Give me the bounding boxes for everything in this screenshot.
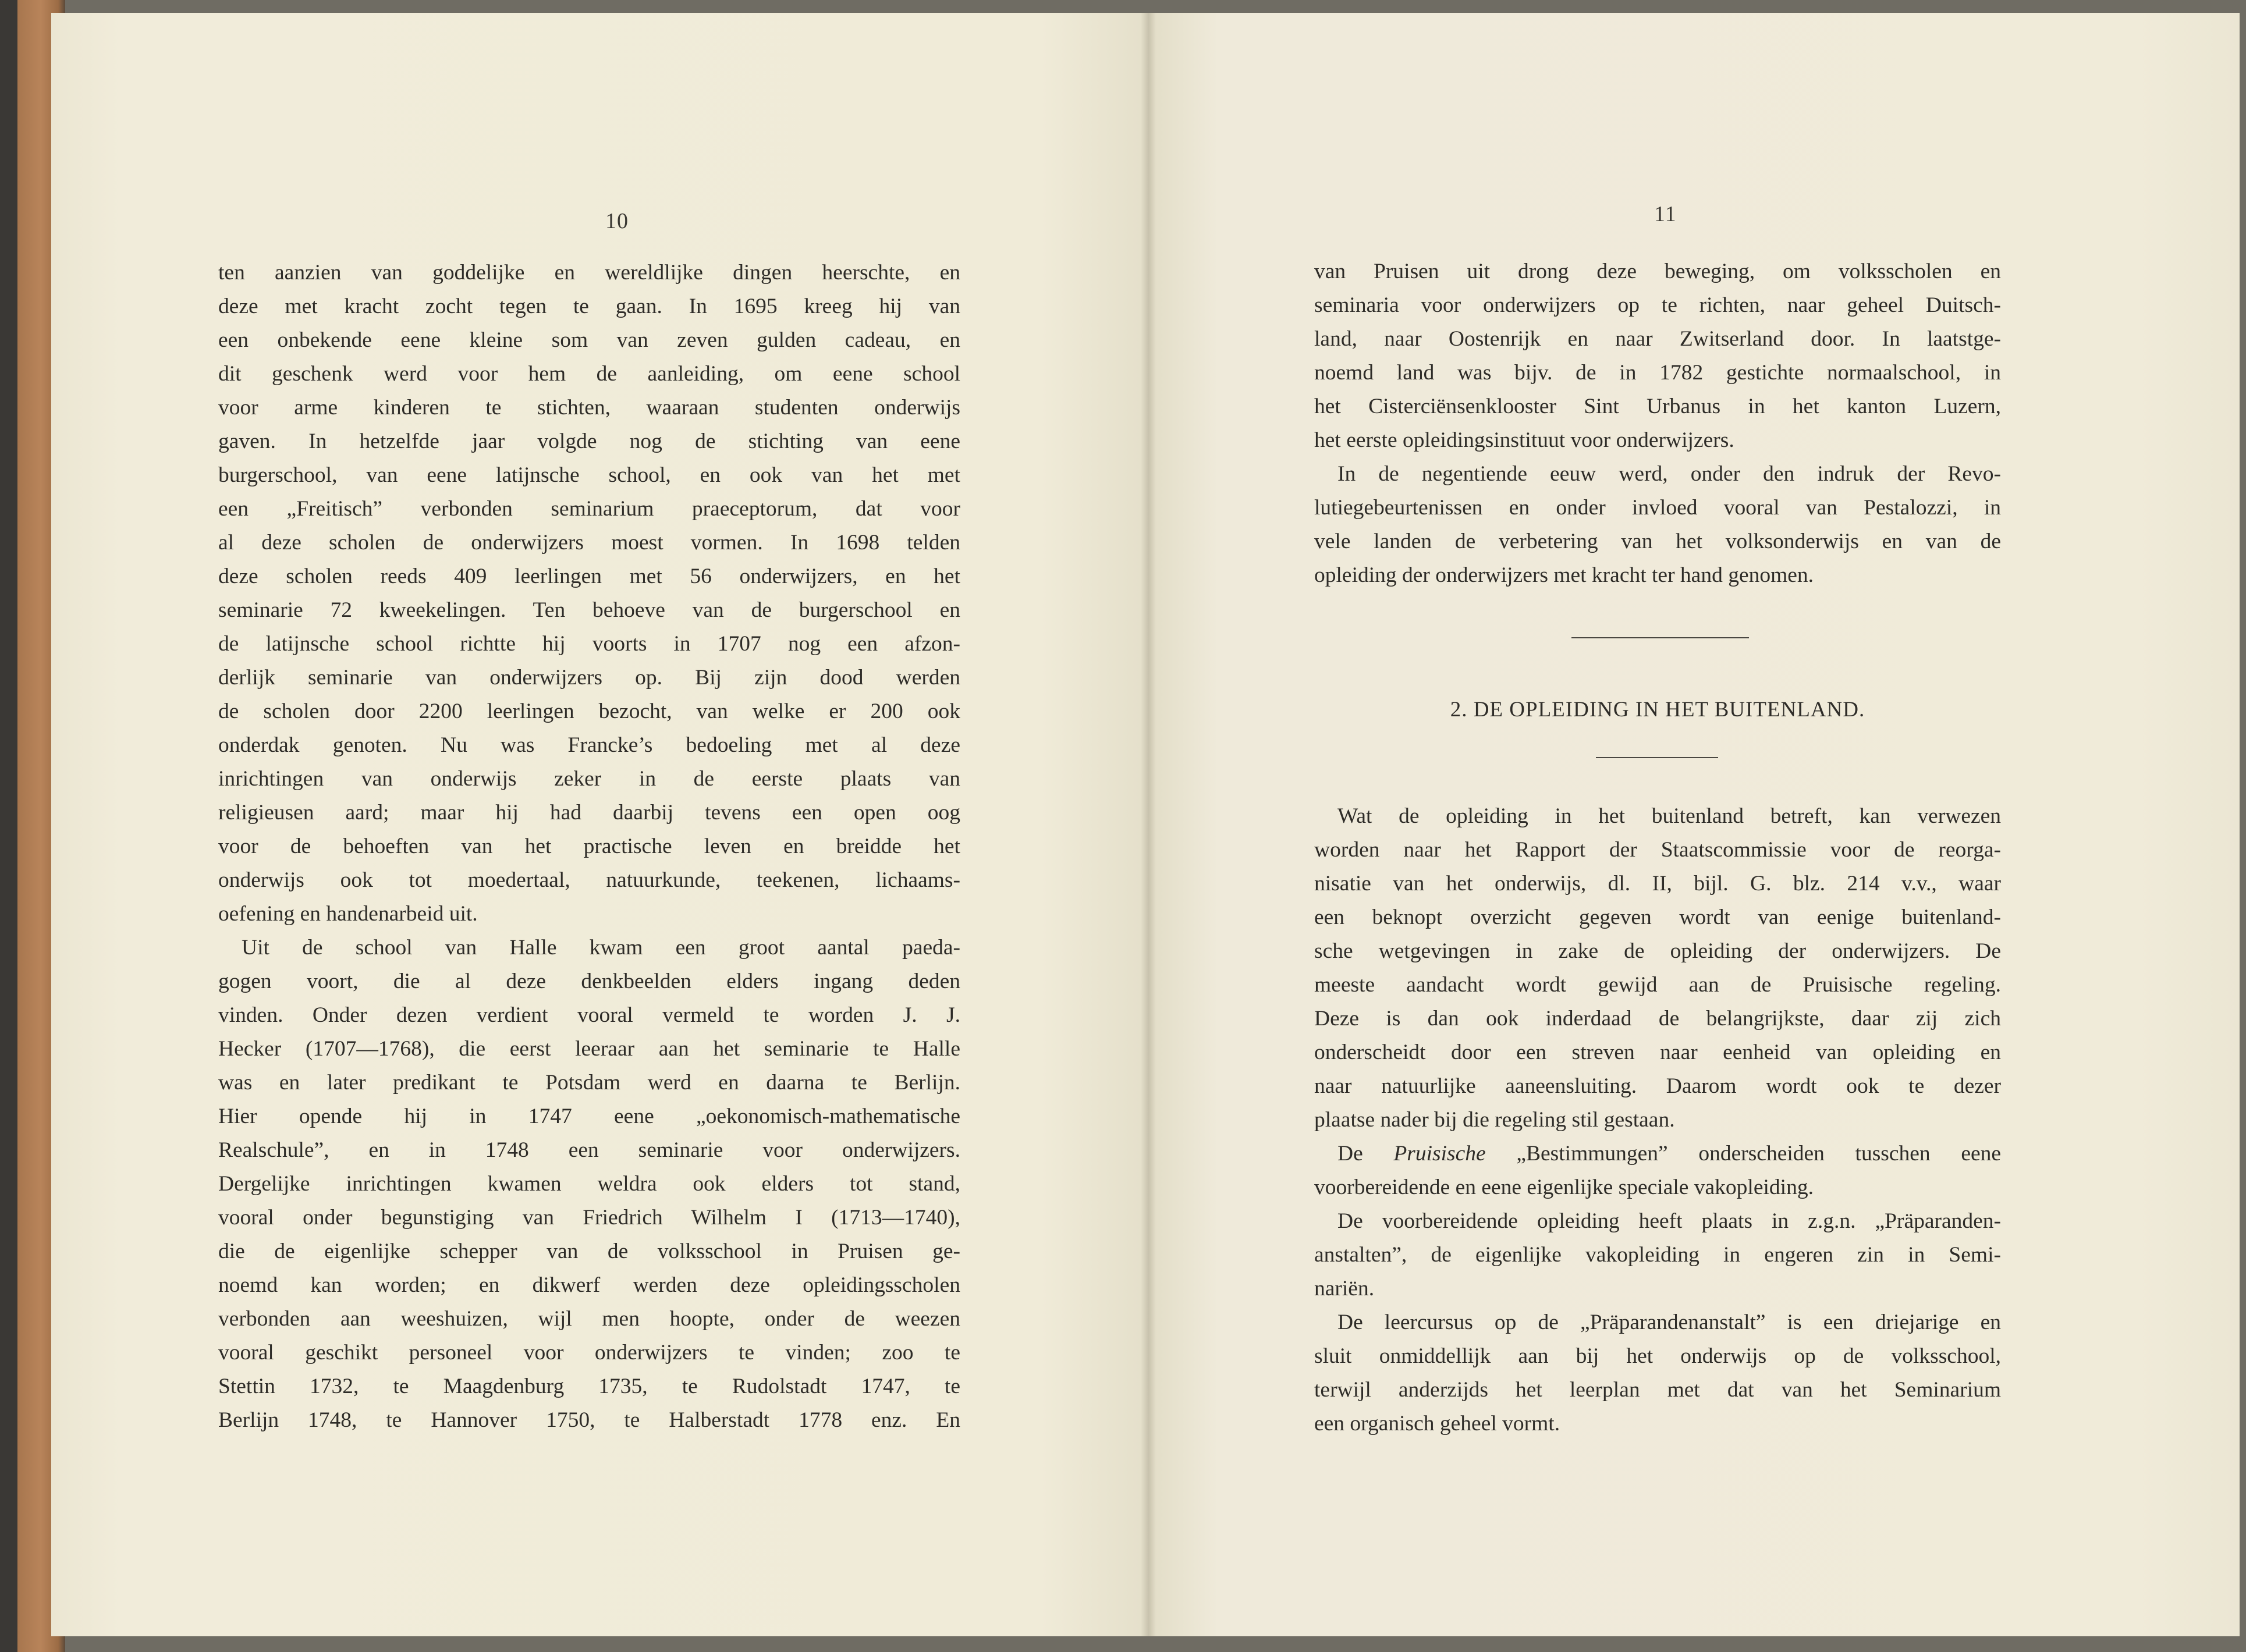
text-line: die de eigenlijke schepper van de volksschool in Pruisen ge- xyxy=(218,1239,960,1263)
text-line: voor de behoeften van het practische leven en breidde het xyxy=(218,834,960,858)
text-line: anstalten”, de eigenlijke vakopleiding in engeren zin in Semi- xyxy=(1314,1243,2001,1267)
text-line: ten aanzien van goddelijke en wereldlijke dingen heerschte, en xyxy=(218,261,960,285)
text-fragment: De xyxy=(1337,1142,1394,1166)
left-page-body xyxy=(218,256,960,1437)
text-line: een beknopt overzicht gegeven wordt van eenige buitenland- xyxy=(1314,905,2001,929)
text-line: In de negentiende eeuw werd, onder den indruk der Revo- xyxy=(1337,462,2001,486)
text-line: Hier opende hij in 1747 eene „oekonomisch-mathematische xyxy=(218,1104,960,1128)
text-line: noemd land was bijv. de in 1782 gestichte normaalschool, in xyxy=(1314,361,2001,385)
text-line: een organisch geheel vormt. xyxy=(1314,1412,1560,1436)
text-line: de scholen door 2200 leerlingen bezocht, van welke er 200 ook xyxy=(218,699,960,723)
text-line: dit geschenk werd voor hem de aanleiding, om eene school xyxy=(218,362,960,386)
text-line: De leercursus op de „Präparandenanstalt” is een driejarige en xyxy=(1337,1310,2001,1334)
text-line: Uit de school van Halle kwam een groot aantal paeda- xyxy=(242,936,960,960)
italic-term: Pruisische xyxy=(1393,1142,1486,1166)
text-line: seminarie 72 kweekelingen. Ten behoeve van de burgerschool en xyxy=(218,598,960,622)
text-line: vele landen de verbetering van het volksonderwijs en van de xyxy=(1314,530,2001,553)
text-line: onderdak genoten. Nu was Francke’s bedoeling met al deze xyxy=(218,733,960,757)
text-line: een onbekende eene kleine som van zeven gulden cadeau, en xyxy=(218,328,960,352)
text-line: vooral onder begunstiging van Friedrich Wilhelm I (1713—1740), xyxy=(218,1206,960,1230)
text-line: Dergelijke inrichtingen kwamen weldra ook elders tot stand, xyxy=(218,1172,960,1196)
text-line: deze scholen reeds 409 leerlingen met 56 onderwijzers, en het xyxy=(218,564,960,588)
text-line: inrichtingen van onderwijs zeker in de eerste plaats van xyxy=(218,767,960,791)
text-line: Stettin 1732, te Maagdenburg 1735, te Rudolstadt 1747, te xyxy=(218,1374,960,1398)
text-line: meeste aandacht wordt gewijd aan de Pruisische regeling. xyxy=(1314,973,2001,997)
text-line: was en later predikant te Potsdam werd en daarna te Berlijn. xyxy=(218,1071,960,1095)
text-line: Realschule”, en in 1748 een seminarie voor onderwijzers. xyxy=(218,1138,960,1162)
section-rule-bottom xyxy=(1596,757,1718,758)
text-line: onderwijs ook tot moedertaal, natuurkunde, teekenen, lichaams- xyxy=(218,868,960,892)
text-line: derlijk seminarie van onderwijzers op. Bij zijn dood werden xyxy=(218,666,960,690)
text-line: gaven. In hetzelfde jaar volgde nog de stichting van eene xyxy=(218,429,960,453)
text-line: burgerschool, van eene latijnsche school, en ook van het met xyxy=(218,463,960,487)
page-number-right: 11 xyxy=(1654,202,1677,226)
text-line: Deze is dan ook inderdaad de belangrijkste, daar zij zich xyxy=(1314,1007,2001,1031)
text-line: voor arme kinderen te stichten, waaraan studenten onderwijs xyxy=(218,396,960,420)
text-line: verbonden aan weeshuizen, wijl men hoopte, onder de weezen xyxy=(218,1307,960,1331)
text-line: het Cisterciënsenklooster Sint Urbanus in het kanton Luzern, xyxy=(1314,395,2001,418)
text-line: sche wetgevingen in zake de opleiding der onderwijzers. De xyxy=(1314,939,2001,963)
text-line: naar natuurlijke aaneensluiting. Daarom wordt ook te dezer xyxy=(1314,1074,2001,1098)
text-fragment: „Bestimmungen” onderscheiden tusschen eene xyxy=(1485,1142,2002,1166)
text-line: gogen voort, die al deze denkbeelden elders ingang deden xyxy=(218,969,960,993)
text-line: al deze scholen de onderwijzers moest vormen. In 1698 telden xyxy=(218,531,960,555)
text-line: onderscheidt door een streven naar eenheid van opleiding en xyxy=(1314,1040,2001,1064)
text-line: sluit onmiddellijk aan bij het onderwijs op de volksschool, xyxy=(1314,1344,2001,1368)
text-line: Wat de opleiding in het buitenland betreft, kan verwezen xyxy=(1337,804,2001,828)
text-line: terwijl anderzijds het leerplan met dat van het Seminarium xyxy=(1314,1378,2001,1402)
text-line: religieusen aard; maar hij had daarbij tevens een open oog xyxy=(218,801,960,825)
text-line: plaatse nader bij die regeling stil gestaan. xyxy=(1314,1108,1675,1132)
text-line: deze met kracht zocht tegen te gaan. In 1695 kreeg hij van xyxy=(218,294,960,318)
text-line: vooral geschikt personeel voor onderwijzers te vinden; zoo te xyxy=(218,1341,960,1365)
page-gutter xyxy=(1141,13,1156,1636)
text-line: opleiding der onderwijzers met kracht ter hand genomen. xyxy=(1314,563,1814,587)
page-number-left: 10 xyxy=(605,209,629,233)
text-line: noemd kan worden; en dikwerf werden deze opleidingsscholen xyxy=(218,1273,960,1297)
text-line: land, naar Oostenrijk en naar Zwitserland door. In laatstge- xyxy=(1314,327,2001,351)
text-line: Berlijn 1748, te Hannover 1750, te Halberstadt 1778 enz. En xyxy=(218,1408,960,1432)
text-line: oefening en handenarbeid uit. xyxy=(218,902,478,926)
right-page-body-bottom xyxy=(1314,800,2001,1441)
text-line: voorbereidende en eene eigenlijke speciale vakopleiding. xyxy=(1314,1175,1814,1199)
right-page-body-top xyxy=(1314,255,2001,592)
text-line-pruisische xyxy=(1314,1137,2001,1171)
text-line: de latijnsche school richtte hij voorts in 1707 nog een afzon- xyxy=(218,632,960,656)
text-line: De voorbereidende opleiding heeft plaats in z.g.n. „Präparanden- xyxy=(1337,1209,2001,1233)
text-line: vinden. Onder dezen verdient vooral vermeld te worden J. J. xyxy=(218,1003,960,1027)
text-line: het eerste opleidingsinstituut voor onderwijzers. xyxy=(1314,428,1734,452)
text-line: nisatie van het onderwijs, dl. II, bijl. G. blz. 214 v.v., waar xyxy=(1314,872,2001,896)
text-line: lutiegebeurtenissen en onder invloed vooral van Pestalozzi, in xyxy=(1314,496,2001,520)
section-heading: 2. DE OPLEIDING IN HET BUITENLAND. xyxy=(1450,698,1865,722)
text-line: worden naar het Rapport der Staatscommissie voor de reorga- xyxy=(1314,838,2001,862)
section-rule-top xyxy=(1571,637,1749,638)
text-line: een „Freitisch” verbonden seminarium praeceptorum, dat voor xyxy=(218,497,960,521)
text-line: van Pruisen uit drong deze beweging, om volksscholen en xyxy=(1314,260,2001,283)
text-line: seminaria voor onderwijzers op te richten, naar geheel Duitsch- xyxy=(1314,293,2001,317)
text-line: Hecker (1707—1768), die eerst leeraar aan het seminarie te Halle xyxy=(218,1037,960,1061)
text-line: nariën. xyxy=(1314,1277,1375,1301)
